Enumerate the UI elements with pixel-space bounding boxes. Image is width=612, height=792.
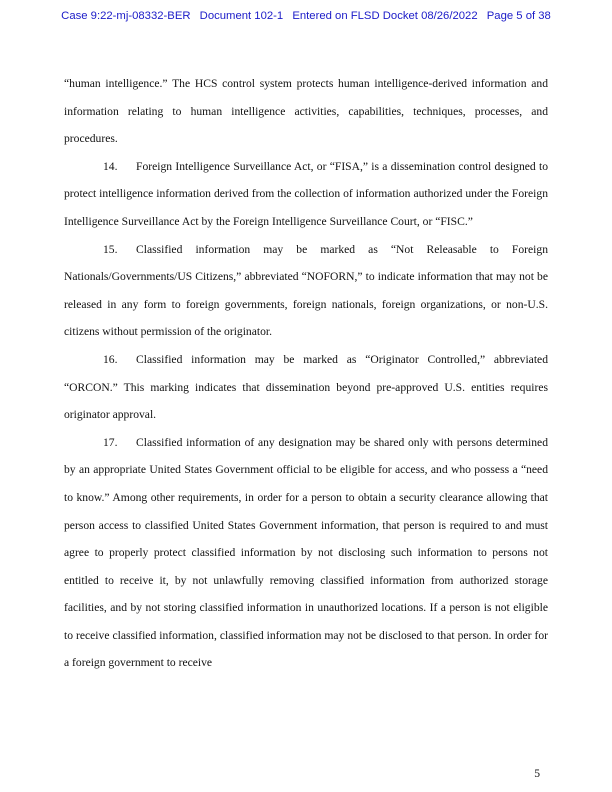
paragraph-15 [64,236,548,346]
paragraph-number: 16. [103,352,118,366]
paragraph-14 [64,153,548,236]
docket-entry: Entered on FLSD Docket 08/26/2022 [292,10,478,22]
paragraph-text: Classified information may be marked as “Originator Controlled,” abbreviated “ORCON.” This marking indicates that dissemination beyond pre-approved U.S. entities requires originator approval. [64,352,548,422]
document-body [64,70,548,677]
paragraph-number: 15. [103,242,118,256]
continuation-paragraph: “human intelligence.” The HCS control system protects human intelligence-derived information and information relating to human intelligence activities, capabilities, techniques, processes, and procedures. [64,77,548,146]
page-count: Page 5 of 38 [486,10,551,22]
paragraph-17 [64,429,548,677]
case-number: Case 9:22-mj-08332-BER [61,10,191,22]
paragraph-number: 17. [103,435,118,449]
paragraph-text: Classified information of any designation may be shared only with persons determined by an appropriate United States Government official to be eligible for access, and who possess a “need to know.” Among other requirements, in order for a person to obtain a security clearance allowing that person access to classified United States Government information, that person is required to and must agree to properly protect classified information by not disclosing such information to persons not entitled to receive it, by not unlawfully removing classified information from authorized storage facilities, and by not storing classified information in unauthorized locations. If a person is not eligible to receive classified information, classified information may not be disclosed to that person. In order for a foreign government to receive [64,435,548,670]
document-number: Document 102-1 [199,10,284,22]
paragraph-number: 14. [103,159,118,173]
court-filing-header [0,10,612,22]
paragraph-text: Foreign Intelligence Surveillance Act, or “FISA,” is a dissemination control designed to protect intelligence information derived from the collection of information authorized under the Foreign Intelligence Surveillance Act by the Foreign Intelligence Surveillance Court, or “FISC.” [64,159,548,228]
paragraph-text: Classified information may be marked as “Not Releasable to Foreign Nationals/Governments/US Citizens,” abbreviated “NOFORN,” to indicate information that may not be released in any form to foreign governments, foreign nationals, foreign organizations, or non-U.S. citizens without permission of the originator. [64,242,548,339]
page-number: 5 [534,767,540,780]
paragraph-16 [64,346,548,429]
